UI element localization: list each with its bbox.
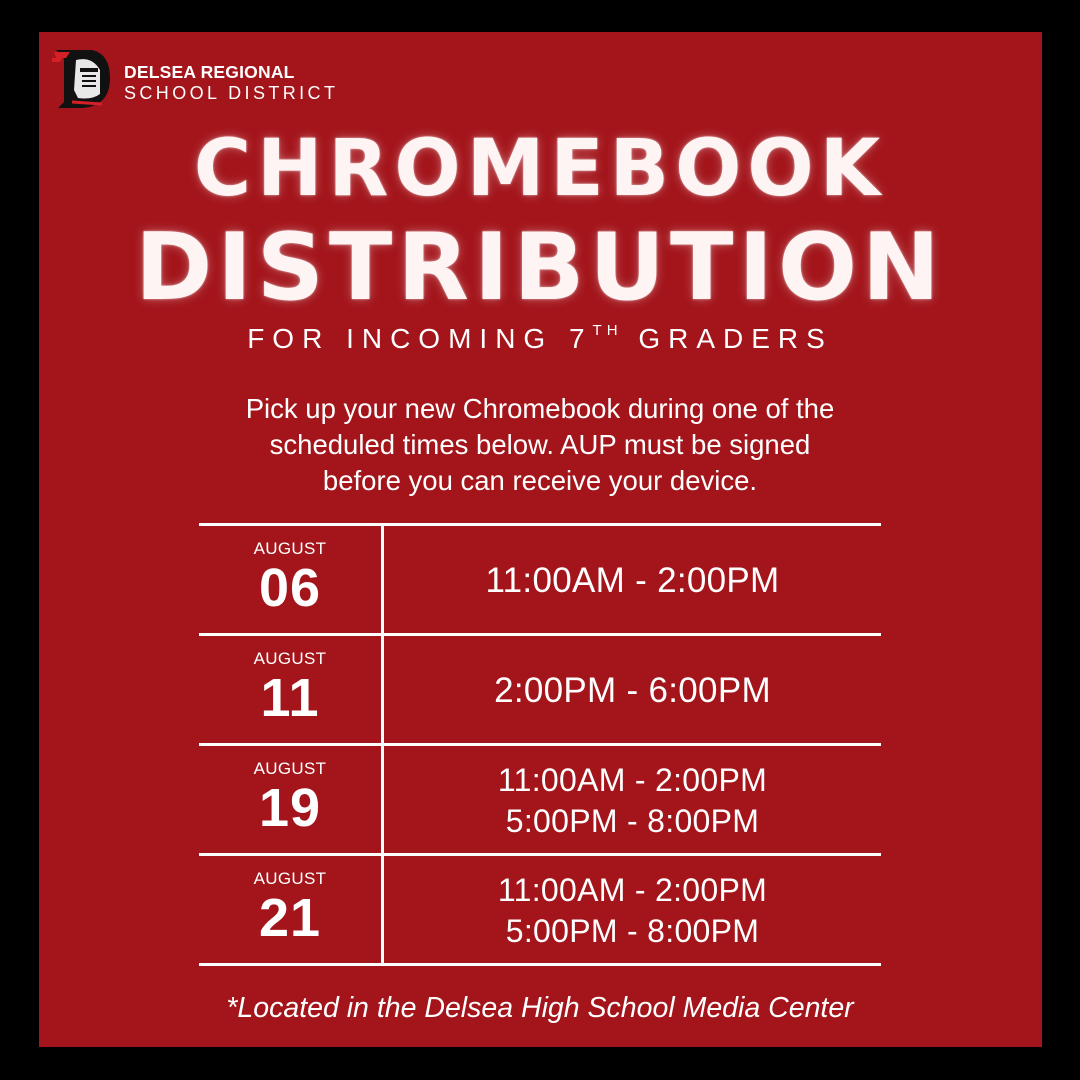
schedule-row bbox=[199, 856, 881, 966]
subtitle-after: GRADERS bbox=[622, 323, 833, 354]
schedule-month: AUGUST bbox=[253, 649, 327, 668]
schedule-time: 11:00AM - 2:00PM bbox=[497, 762, 768, 798]
intro-text bbox=[150, 391, 930, 499]
schedule-time: 11:00AM - 2:00PM bbox=[485, 561, 780, 600]
schedule-times bbox=[384, 526, 881, 636]
schedule-day: 21 bbox=[258, 888, 322, 948]
schedule-date bbox=[199, 746, 381, 856]
schedule-time: 5:00PM - 8:00PM bbox=[505, 913, 760, 949]
knight-helmet-logo-icon bbox=[52, 46, 112, 110]
district-name-line2: SCHOOL DISTRICT bbox=[124, 82, 339, 103]
district-name-line1: DELSEA REGIONAL bbox=[124, 62, 295, 82]
schedule-row bbox=[199, 636, 881, 746]
schedule-day: 11 bbox=[260, 668, 320, 728]
intro-line2: scheduled times below. AUP must be signed bbox=[269, 429, 811, 460]
schedule-month: AUGUST bbox=[253, 759, 327, 778]
title-line2: DISTRIBUTION bbox=[135, 213, 945, 321]
subtitle-before: FOR INCOMING 7 bbox=[247, 323, 593, 354]
schedule-time: 2:00PM - 6:00PM bbox=[494, 671, 771, 710]
schedule-time: 11:00AM - 2:00PM bbox=[497, 872, 768, 908]
schedule-month: AUGUST bbox=[253, 539, 327, 558]
schedule-day: 19 bbox=[258, 778, 322, 838]
schedule-row bbox=[199, 526, 881, 636]
schedule-time: 5:00PM - 8:00PM bbox=[505, 803, 760, 839]
intro-line3: before you can receive your device. bbox=[322, 465, 758, 496]
schedule-times bbox=[384, 856, 881, 966]
title-line1: CHROMEBOOK bbox=[193, 124, 887, 214]
schedule-month: AUGUST bbox=[253, 869, 327, 888]
schedule-times bbox=[384, 746, 881, 856]
schedule-times bbox=[384, 636, 881, 746]
location-note: *Located in the Delsea High School Media Center bbox=[226, 992, 854, 1024]
schedule-date bbox=[199, 526, 381, 636]
subtitle-superscript: TH bbox=[592, 322, 623, 339]
intro-line1: Pick up your new Chromebook during one of the bbox=[245, 393, 835, 424]
schedule-day: 06 bbox=[258, 558, 322, 618]
schedule-row bbox=[199, 746, 881, 856]
district-name bbox=[124, 64, 338, 102]
schedule-date bbox=[199, 856, 381, 966]
schedule-date bbox=[199, 636, 381, 746]
subtitle bbox=[0, 322, 1080, 355]
